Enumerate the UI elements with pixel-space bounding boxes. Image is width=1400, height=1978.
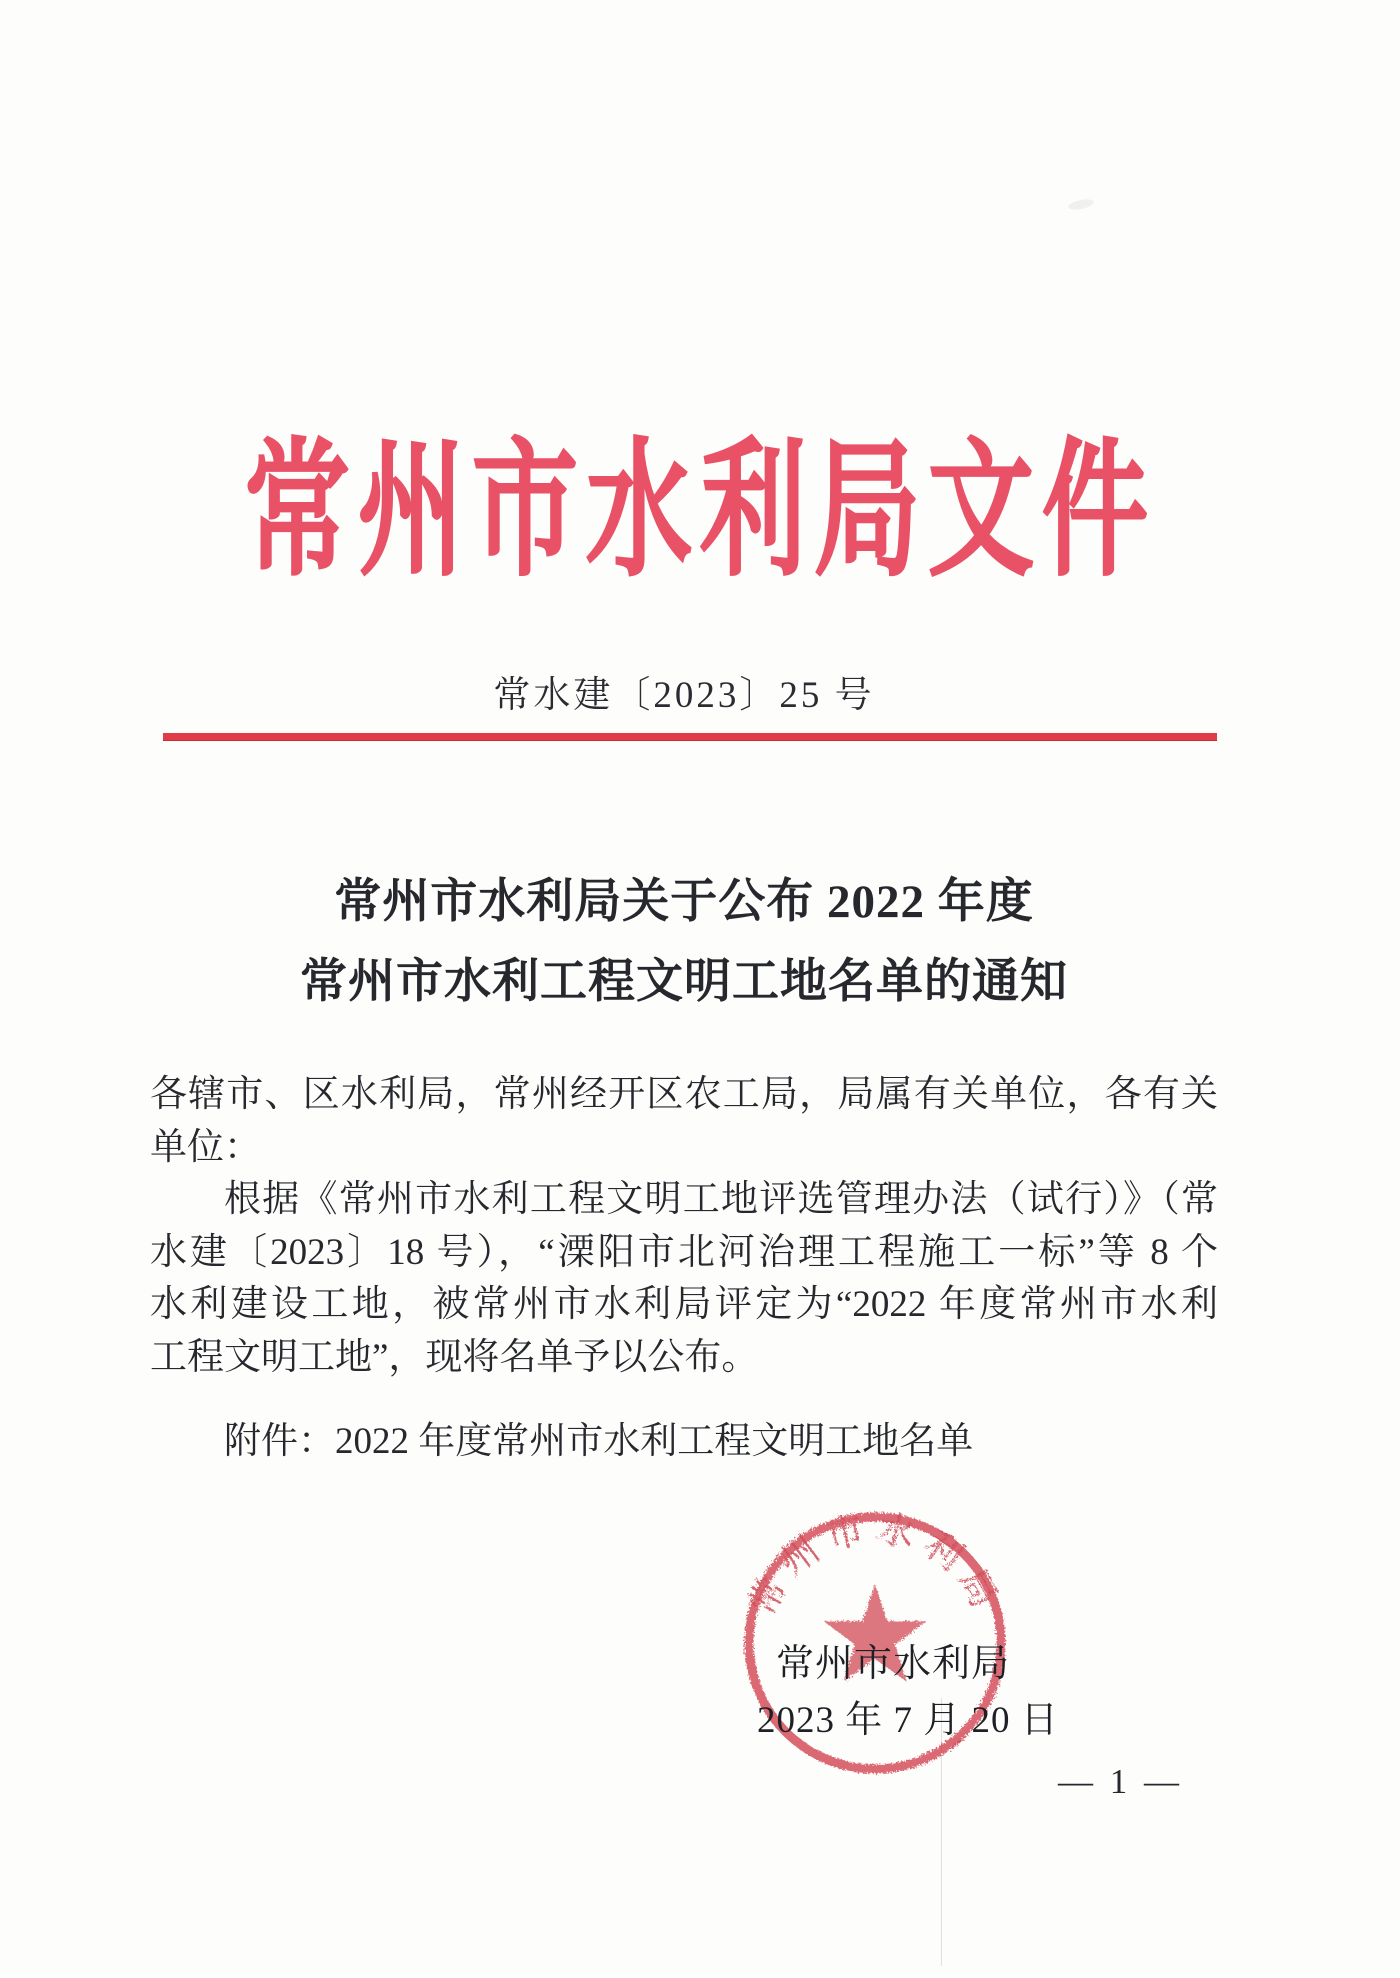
body-paragraph-line: 工程文明工地”，现将名单予以公布。: [150, 1336, 759, 1378]
attachment-line: 附件：2022 年度常州市水利工程文明工地名单: [224, 1421, 974, 1462]
body-paragraph-line: 水利建设工地，被常州市水利局评定为“2022 年度常州市水利: [150, 1284, 1218, 1325]
seal-arc-text: 常州市水利局: [741, 1507, 1009, 1623]
page-number: — 1 —: [1058, 1762, 1183, 1801]
notice-title-line2: 常州市水利工程文明工地名单的通知: [300, 956, 1068, 1008]
scan-smudge: [1067, 197, 1094, 211]
document-number: 常水建〔2023〕25 号: [493, 675, 875, 716]
signature-date: 2023 年 7 月 20 日: [757, 1700, 1059, 1741]
notice-title-line1: 常州市水利局关于公布 2022 年度: [334, 876, 1034, 928]
recipients-line: 单位：: [150, 1126, 261, 1168]
body-paragraph-line: 根据《常州市水利工程文明工地评选管理办法（试行）》（常: [224, 1179, 1218, 1220]
notice-title: [150, 862, 1218, 1022]
document-body: [150, 1069, 1218, 1469]
recipients-line: 各辖市、区水利局，常州经开区农工局，局属有关单位，各有关: [150, 1074, 1218, 1115]
signature-agency: 常州市水利局: [776, 1643, 1011, 1685]
letterhead-title: 常州市水利局文件: [244, 429, 1156, 594]
body-paragraph-line: 水建〔2023〕18 号），“溧阳市北河治理工程施工一标”等 8 个: [150, 1231, 1218, 1273]
letterhead-rule: [163, 733, 1217, 741]
